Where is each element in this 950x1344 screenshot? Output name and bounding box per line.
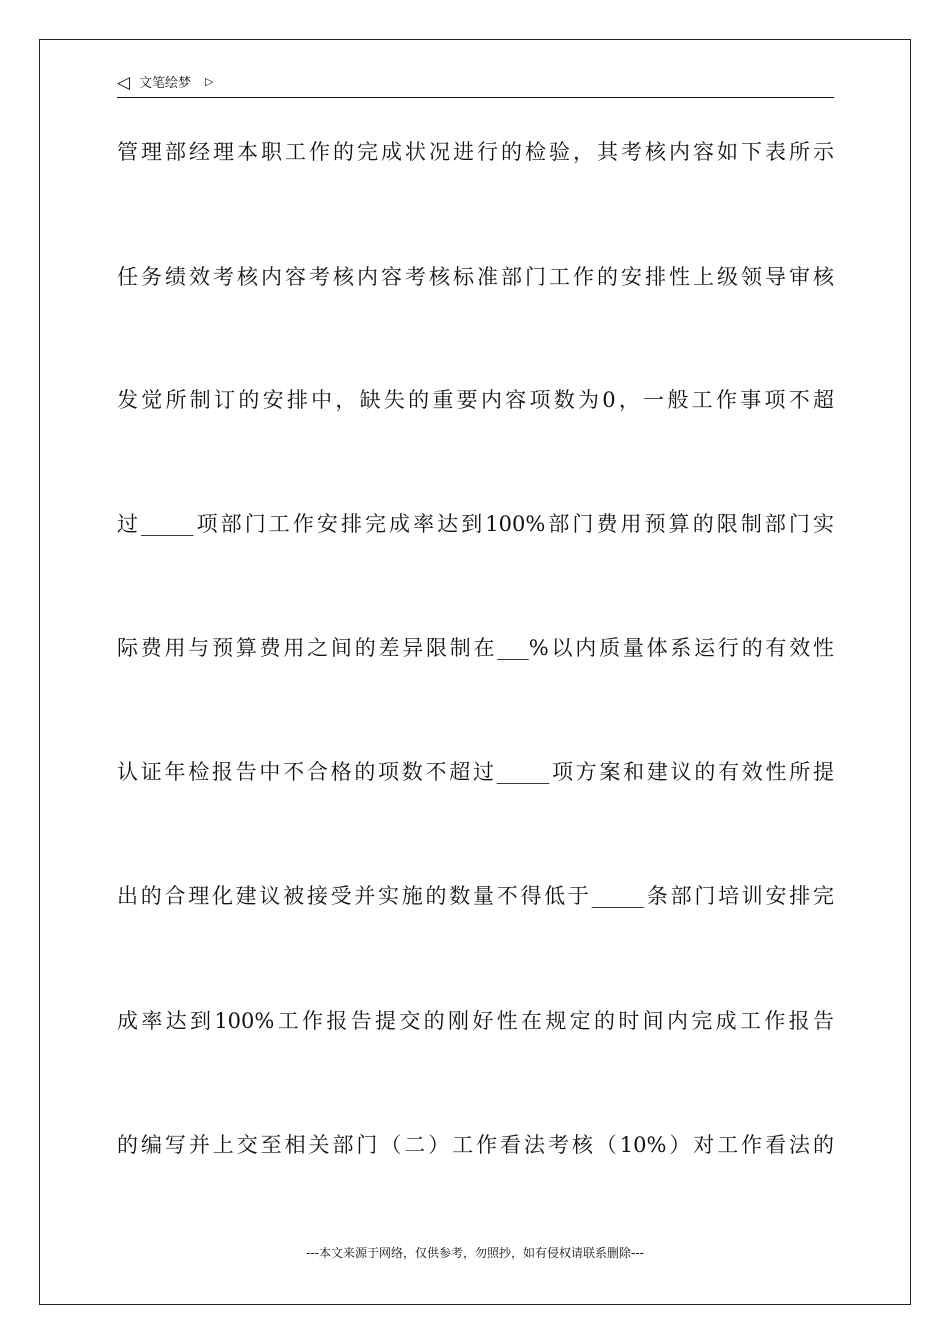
triangle-right-icon: ▷ bbox=[205, 75, 214, 88]
body-text-line: 认证年检报告中不合格的项数不超过_____项方案和建议的有效性所提 bbox=[117, 760, 834, 784]
body-text-line: 出的合理化建议被接受并实施的数量不得低于_____条部门培训安排完 bbox=[117, 884, 834, 908]
header-title: 文笔绘梦 bbox=[139, 76, 192, 91]
body-text-line: 管理部经理本职工作的完成状况进行的检验，其考核内容如下表所示 bbox=[117, 140, 834, 164]
triangle-left-icon: ◁ bbox=[117, 73, 131, 93]
body-text-line: 发觉所制订的安排中，缺失的重要内容项数为0，一般工作事项不超 bbox=[117, 388, 834, 412]
page-border bbox=[39, 39, 911, 1305]
body-text-line: 任务绩效考核内容考核内容考核标准部门工作的安排性上级领导审核 bbox=[117, 265, 834, 289]
footer-disclaimer: ---本文来源于网络，仅供参考，勿照抄，如有侵权请联系删除--- bbox=[306, 1246, 644, 1260]
page-header bbox=[117, 72, 834, 98]
body-text-line: 的编写并上交至相关部门（二）工作看法考核（10%）对工作看法的 bbox=[117, 1133, 834, 1157]
body-text-line: 过_____项部门工作安排完成率达到100%部门费用预算的限制部门实 bbox=[117, 512, 834, 536]
body-text-line: 际费用与预算费用之间的差异限制在___%以内质量体系运行的有效性 bbox=[117, 636, 834, 660]
body-text-line: 成率达到100%工作报告提交的刚好性在规定的时间内完成工作报告 bbox=[117, 1009, 834, 1033]
